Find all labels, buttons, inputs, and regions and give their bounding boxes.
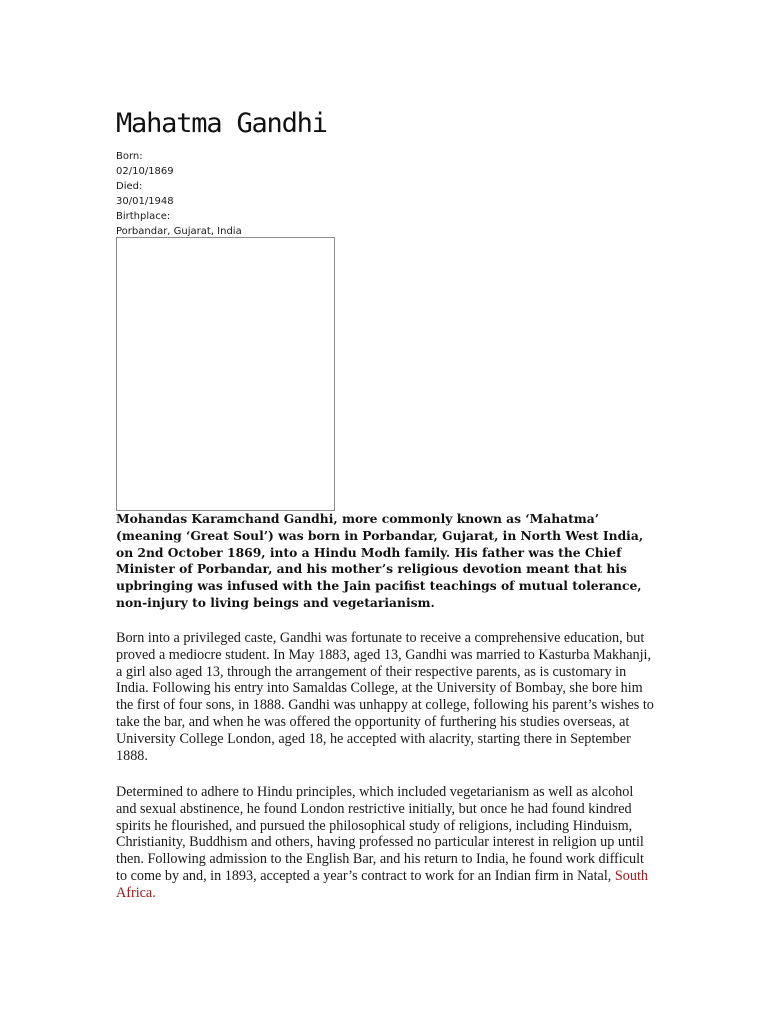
portrait-image-placeholder [116, 237, 335, 511]
body-paragraph-london-text: Determined to adhere to Hindu principles, which included vegetarianism as well as alcohol and sexual abstinence, he found London restrictive initially, but once he had found kindred spirits he flourished, and pursued the philosophical study of religions, including Hinduism, Christianity, Buddhism and others, having professed no particular interest in religion up until then. Following admission to the English Bar, and his return to India, he found work difficult to come by and, in 1893, accepted a year’s contract to work for an Indian firm in Natal, [116, 784, 644, 884]
body-paragraph-early-life: Born into a privileged caste, Gandhi was fortunate to receive a comprehensive education, but proved a mediocre student. In May 1883, aged 13, Gandhi was married to Kasturba Makhanji, a girl also aged 13, through the arrangement of their respective parents, as is customary in India. Following his entry into Samaldas College, at the University of Bombay, she bore him the first of four sons, in 1888. Gandhi was unhappy at college, following his parent’s wishes to take the bar, and when he was offered the opportunity of furthering his studies overseas, at University College London, aged 18, he accepted with alacrity, starting there in September 1888. [116, 630, 654, 764]
page-title: Mahatma Gandhi [116, 108, 327, 139]
born-label: Born: [116, 151, 143, 162]
body-paragraph-london [116, 784, 656, 902]
died-label: Died: [116, 181, 143, 192]
birthplace-value: Porbandar, Gujarat, India [116, 226, 242, 237]
died-value: 30/01/1948 [116, 196, 174, 207]
birthplace-label: Birthplace: [116, 211, 171, 222]
south-africa-link[interactable]: South Africa. [116, 867, 649, 901]
born-value: 02/10/1869 [116, 166, 174, 177]
intro-paragraph: Mohandas Karamchand Gandhi, more commonly known as ‘Mahatma’ (meaning ‘Great Soul’) was born in Porbandar, Gujarat, in North West India, on 2nd October 1869, into a Hindu Modh family. His father was the Chief Minister of Porbandar, and his mother’s religious devotion meant that his upbringing was infused with the Jain pacifist teachings of mutual tolerance, non-injury to living beings and vegetarianism. [116, 511, 644, 610]
facts-block [116, 149, 242, 239]
